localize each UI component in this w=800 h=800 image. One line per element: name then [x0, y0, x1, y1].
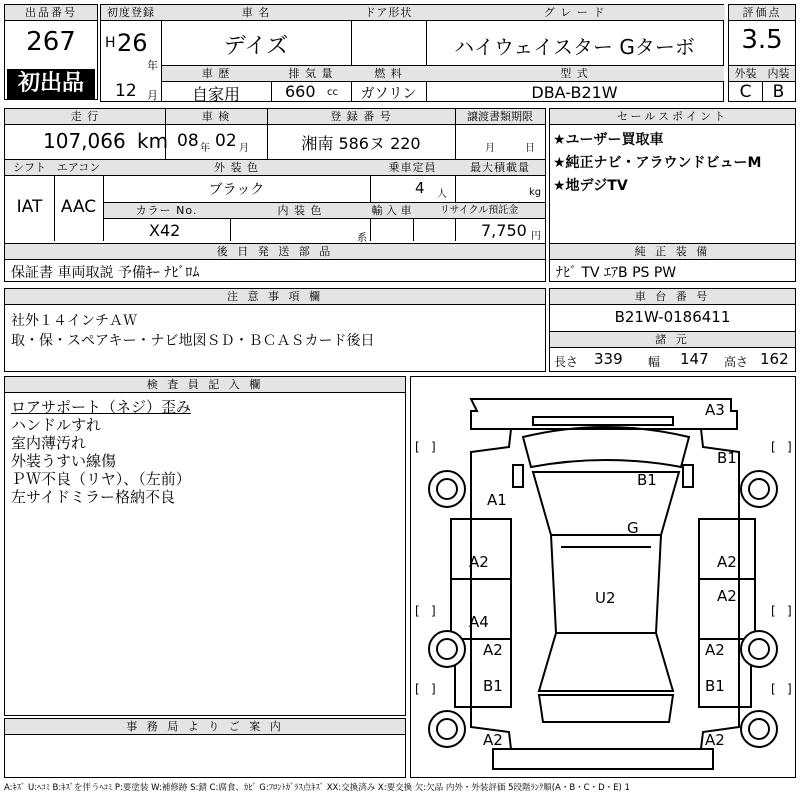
history: 自家用 [191, 85, 240, 104]
damage-rear-bumper-right: A2 [705, 731, 725, 749]
height-label: 高さ [724, 355, 749, 369]
length: 339 [594, 350, 623, 368]
office-box [4, 718, 406, 778]
damage-rear-bumper-left: A2 [483, 731, 503, 749]
int-color-label: 内 装 色 [277, 204, 323, 217]
color-label: 外 装 色 [214, 161, 259, 174]
grade: ハイウェイスター Gターボ [454, 35, 695, 59]
first-reg-label: 初度登録 [107, 6, 155, 19]
sales-point-3: ★地デジTV [553, 178, 628, 194]
rating-label: 評価点 [729, 5, 795, 21]
rating-box [728, 4, 796, 102]
rating: 3.5 [741, 25, 783, 55]
grade-label: グ レ ー ド [543, 6, 606, 19]
history-label: 車 歴 [201, 67, 231, 80]
notes-line-1: 社外１４インチＡＷ [11, 313, 137, 329]
color-no: X42 [149, 221, 181, 240]
shift: IAT [16, 197, 43, 217]
inspector-line-6: 左サイドミラー格納不良 [11, 488, 175, 506]
sales-point-2: ★純正ナビ・アラウンドビューM [553, 155, 762, 171]
inspector-line-1: ロアサポート（ネジ）歪み [11, 398, 192, 416]
svg-text:[: [ [415, 440, 420, 454]
damage-left-rear-quarter: B1 [483, 677, 503, 695]
transfer-month: 月 [485, 143, 495, 154]
svg-text:[: [ [771, 440, 776, 454]
dims-label: 諸 元 [655, 333, 690, 346]
notes-label: 注 意 事 項 欄 [5, 289, 545, 305]
damage-front-bumper: A3 [705, 401, 725, 419]
notes-line-2: 取・保・スペアキー・ナビ地図ＳＤ・ＢＣＡＳカード後日 [11, 333, 375, 349]
reg-year: 26 [117, 29, 148, 57]
fuel: ガソリン [360, 86, 417, 102]
height: 162 [760, 350, 789, 368]
insp-month-unit: 月 [239, 143, 249, 154]
first-listing-badge: 初出品 [7, 69, 95, 99]
delivery-items: 保証書 車両取説 予備ｷｰ ﾅﾋﾞﾛﾑ [11, 265, 200, 281]
damage-left-rear-fender: A2 [483, 641, 503, 659]
aircon: AAC [60, 197, 97, 217]
int-color-unit: 系 [357, 233, 367, 244]
damage-hood: B1 [637, 471, 657, 489]
damage-right-rear-fender: A2 [705, 641, 725, 659]
notes-box [4, 288, 546, 372]
int-grade: B [772, 82, 785, 102]
svg-text:[: [ [415, 682, 420, 696]
month-unit: 月 [147, 89, 158, 102]
car-name-label: 車 名 [241, 6, 271, 19]
length-label: 長さ [554, 355, 579, 369]
vehicle-header-box [100, 4, 724, 102]
damage-roof: U2 [595, 589, 616, 607]
recycle-label: リサイクル預託金 [439, 205, 519, 216]
damage-front-right-fender: B1 [717, 449, 737, 467]
damage-legend: A:ｷｽﾞ U:ﾍｺﾐ B:ｷｽﾞを伴うﾍｺﾐ P:要塗装 W:補修跡 S:錆 C:腐食、ｶﾋﾞ G:ﾌﾛﾝﾄｶﾞﾗｽ点ｷｽﾞ XX:交換済み X:要交換 欠:欠品 内外・外装評価 5段階ﾗﾝｸ順(A・B・C・D・E) 1 [4, 783, 630, 793]
sales-points-box [549, 108, 796, 282]
model: DBA-B21W [531, 83, 618, 102]
transfer-label: 譲渡書類期限 [467, 110, 533, 123]
plate-label: 登 録 番 号 [330, 110, 392, 123]
year-unit: 年 [147, 59, 158, 72]
svg-text:[: [ [415, 604, 420, 618]
recycle: 7,750 [481, 221, 527, 240]
svg-text:]: ] [787, 682, 792, 696]
color: ブラック [208, 182, 265, 198]
width-label: 幅 [648, 355, 661, 369]
color-no-label: カラー No. [135, 204, 198, 217]
ext-grade: C [739, 82, 752, 102]
inspector-line-2: ハンドルすれ [11, 416, 102, 434]
svg-text:[: [ [771, 682, 776, 696]
insp-month: 02 [215, 131, 237, 151]
load-label: 最大積載量 [470, 161, 530, 174]
damage-windshield: G [627, 519, 639, 537]
width: 147 [680, 350, 709, 368]
damage-right-rear-door: A2 [717, 587, 737, 605]
damage-left-rear-door: A4 [469, 613, 489, 631]
svg-text:]: ] [787, 440, 792, 454]
damage-right-rear-quarter: B1 [705, 677, 725, 695]
lot-number-label: 出品番号 [5, 5, 97, 21]
inspection-label: 車 検 [201, 110, 231, 123]
inspector-label: 検 査 員 記 入 欄 [5, 377, 405, 393]
mileage-unit: km [137, 129, 169, 153]
car-outline [411, 377, 795, 777]
door-label: ドア形状 [364, 6, 413, 19]
chassis-number: B21W-0186411 [614, 308, 731, 326]
svg-text:[: [ [771, 604, 776, 618]
svg-text:]: ] [431, 682, 436, 696]
lot-number: 267 [26, 27, 76, 57]
insp-year: 08 [177, 131, 199, 151]
mileage: 107,066 [43, 129, 126, 153]
load-unit: kg [529, 187, 542, 198]
transfer-day: 日 [525, 143, 535, 154]
lot-number-box [4, 4, 98, 100]
int-label: 内装 [767, 67, 790, 80]
aircon-label: エアコン [56, 161, 101, 174]
shift-label: シフト [13, 161, 46, 174]
damage-diagram [410, 376, 796, 778]
inspector-line-5: ＰＷ不良（リヤ）、（左前） [11, 470, 191, 488]
era: H [105, 35, 116, 51]
svg-text:]: ] [431, 440, 436, 454]
displacement-unit: cc [327, 87, 338, 98]
model-label: 型 式 [560, 67, 589, 80]
delivery-label: 後 日 発 送 部 品 [216, 245, 334, 258]
office-label: 事 務 局 よ り ご 案 内 [5, 719, 405, 735]
damage-front-left-fender: A1 [487, 491, 507, 509]
svg-text:]: ] [787, 604, 792, 618]
equipment: ﾅﾋﾞ TV ｴｱB PS PW [556, 265, 677, 281]
damage-left-front-door: A2 [469, 553, 489, 571]
ext-label: 外装 [734, 67, 757, 80]
mileage-label: 走 行 [70, 110, 100, 123]
sales-points-label: セールスポイント [616, 110, 728, 123]
inspector-line-3: 室内薄汚れ [11, 434, 87, 452]
reg-month: 12 [115, 81, 137, 101]
capacity-unit: 人 [437, 189, 447, 200]
equipment-label: 純 正 装 備 [634, 245, 711, 258]
car-name: デイズ [223, 34, 289, 59]
sales-point-1: ★ユーザー買取車 [553, 132, 664, 148]
capacity: 4 [415, 179, 425, 197]
vehicle-detail-box [4, 108, 546, 282]
inspector-line-4: 外装うすい線傷 [11, 452, 117, 470]
inspector-box [4, 376, 406, 716]
displacement-label: 排 気 量 [288, 67, 334, 80]
displacement: 660 [285, 82, 316, 101]
damage-right-front-door: A2 [717, 553, 737, 571]
insp-year-unit: 年 [200, 143, 210, 154]
recycle-unit: 円 [531, 231, 541, 242]
svg-text:]: ] [431, 604, 436, 618]
chassis-box [549, 288, 796, 372]
fuel-label: 燃 料 [374, 67, 403, 80]
import-label: 輸 入 車 [371, 204, 412, 217]
chassis-label: 車 台 番 号 [550, 289, 795, 305]
capacity-label: 乗車定員 [388, 161, 437, 174]
plate: 湘南 586ヌ 220 [301, 134, 421, 153]
